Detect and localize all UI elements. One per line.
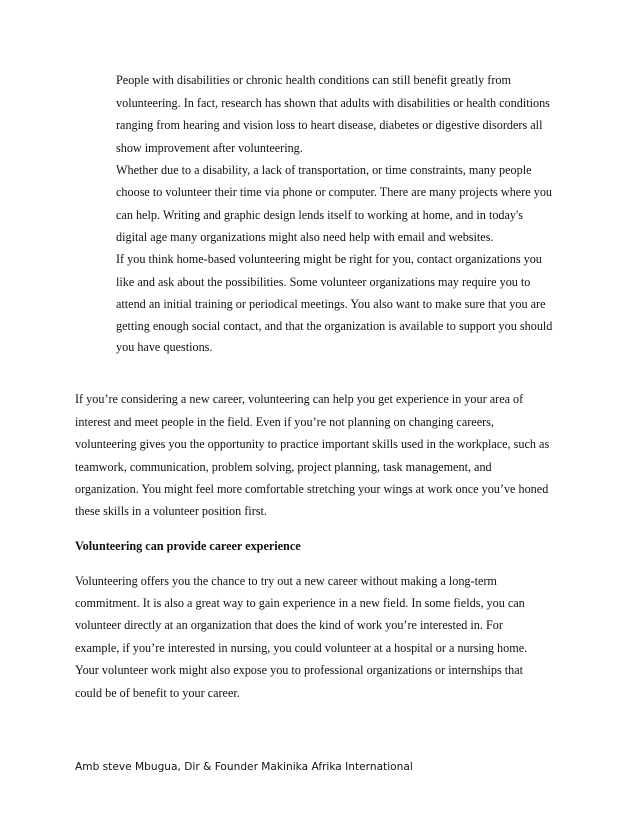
paragraph-line: Your volunteer work might also expose you to professional organizations or internships that [75,663,524,677]
indented-line: attend an initial training or periodical meetings. You also want to make sure that you are [116,297,546,311]
indented-line: you have questions. [116,340,213,354]
paragraph-line: volunteer directly at an organization that does the kind of work you’re interested in. For [75,618,503,632]
indented-line: Whether due to a disability, a lack of transportation, or time constraints, many people [116,163,532,177]
section-heading: Volunteering can provide career experience [75,539,301,553]
indented-line: can help. Writing and graphic design lends itself to working at home, and in today's [116,208,523,222]
paragraph-line: could be of benefit to your career. [75,686,240,700]
paragraph-line: commitment. It is also a great way to gain experience in a new field. In some fields, you can [75,596,525,610]
indented-line: like and ask about the possibilities. Some volunteer organizations may require you to [116,275,531,289]
paragraph-line: teamwork, communication, problem solving, project planning, task management, and [75,460,492,474]
paragraph-line: these skills in a volunteer position first. [75,504,267,518]
paragraph-line: If you’re considering a new career, volunteering can help you get experience in your area of [75,392,524,406]
indented-line: People with disabilities or chronic health conditions can still benefit greatly from [116,73,511,87]
paragraph-line: organization. You might feel more comfortable stretching your wings at work once you’ve honed [75,482,549,496]
paragraph-line: example, if you’re interested in nursing, you could volunteer at a hospital or a nursing home. [75,641,528,655]
paragraph-line: Volunteering offers you the chance to try out a new career without making a long-term [75,574,497,588]
indented-line: If you think home-based volunteering might be right for you, contact organizations you [116,252,542,266]
indented-line: ranging from hearing and vision loss to heart disease, diabetes or digestive disorders all [116,118,543,132]
indented-line: digital age many organizations might also need help with email and websites. [116,230,494,244]
paragraph-line: volunteering gives you the opportunity to practice important skills used in the workplace, such as [75,437,550,451]
indented-line: volunteering. In fact, research has shown that adults with disabilities or health conditions [116,96,550,110]
indented-line: show improvement after volunteering. [116,141,303,155]
indented-line: getting enough social contact, and that the organization is available to support you should [116,319,553,333]
paragraph-line: interest and meet people in the field. Even if you’re not planning on changing careers, [75,415,494,429]
page-footer: Amb steve Mbugua, Dir & Founder Makinika Afrika International [75,761,413,773]
indented-line: choose to volunteer their time via phone or computer. There are many projects where you [116,185,553,199]
